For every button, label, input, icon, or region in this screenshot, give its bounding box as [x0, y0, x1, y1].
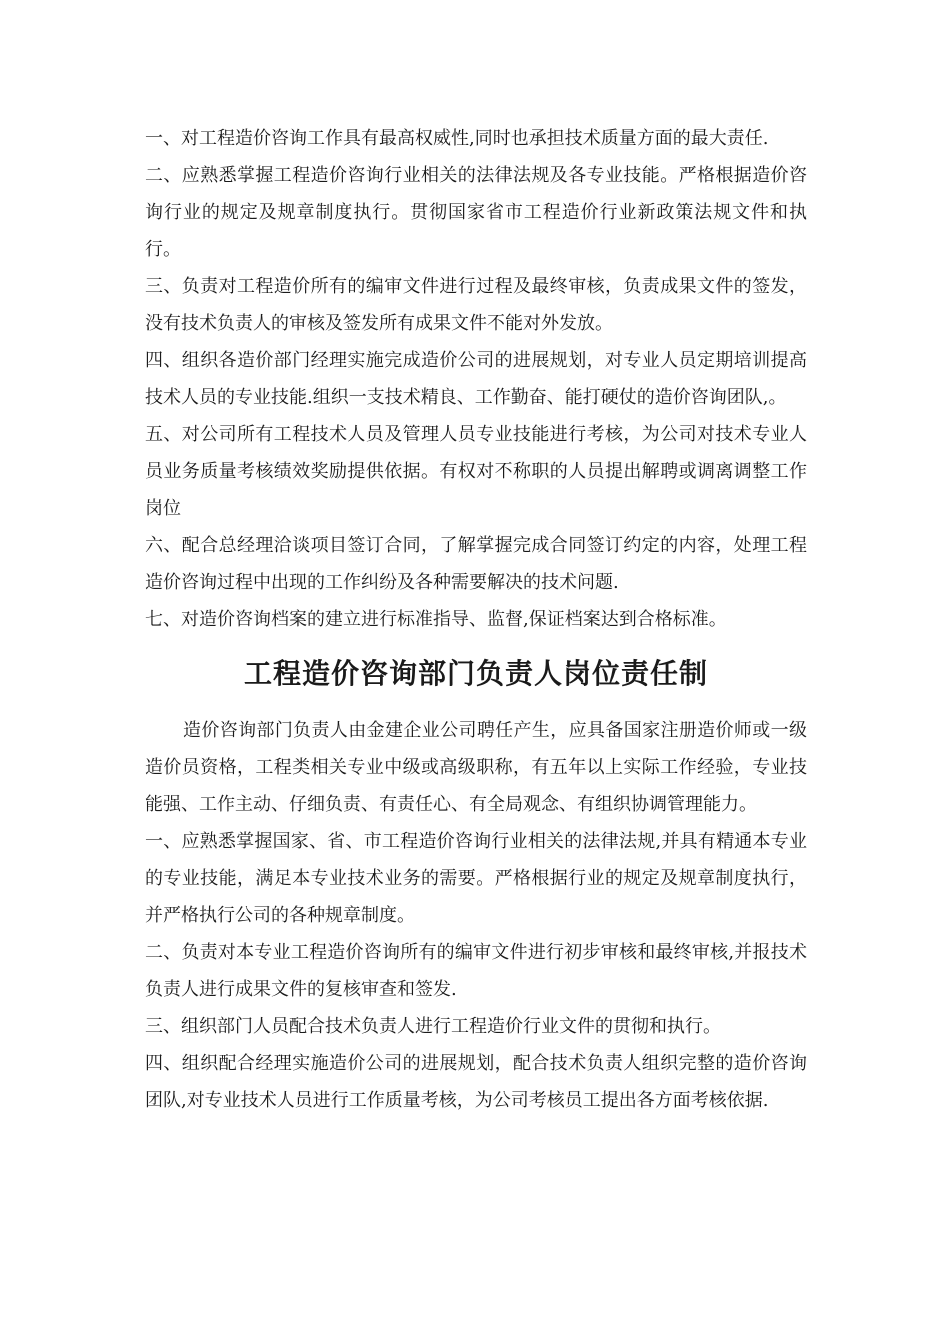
section-technical-lead-duties — [145, 120, 807, 638]
head-duty-item-1: 一、应熟悉掌握国家、省、市工程造价咨询行业相关的法律法规,并具有精通本专业的专业技能，满足本专业技术业务的需要。严格根据行业的规定及规章制度执行，并严格执行公司的各种规章制度。 — [145, 831, 807, 926]
duty-item-4: 四、组织各造价部门经理实施完成造价公司的进展规划，对专业人员定期培训提高技术人员的专业技能.组织一支技术精良、工作勤奋、能打硬仗的造价咨询团队,。 — [145, 350, 807, 408]
head-duty-item-2: 二、负责对本专业工程造价咨询所有的编审文件进行初步审核和最终审核,并报技术负责人进行成果文件的复核审查和签发. — [145, 942, 807, 1000]
duty-item-5: 五、对公司所有工程技术人员及管理人员专业技能进行考核，为公司对技术专业人员业务质量考核绩效奖励提供依据。有权对不称职的人员提出解聘或调离调整工作岗位 — [145, 424, 807, 519]
duty-item-2: 二、应熟悉掌握工程造价咨询行业相关的法律法规及各专业技能。严格根据造价咨询行业的规定及规章制度执行。贯彻国家省市工程造价行业新政策法规文件和执行。 — [145, 165, 807, 260]
duty-item-3: 三、负责对工程造价所有的编审文件进行过程及最终审核，负责成果文件的签发，没有技术负责人的审核及签发所有成果文件不能对外发放。 — [145, 276, 807, 334]
section-department-head-duties — [145, 712, 807, 1119]
intro-paragraph: 造价咨询部门负责人由金建企业公司聘任产生，应具备国家注册造价师或一级造价员资格，工程类相关专业中级或高级职称，有五年以上实际工作经验，专业技能强、工作主动、仔细负责、有责任心、有全局观念、有组织协调管理能力。 — [145, 720, 807, 815]
duty-item-1: 一、对工程造价咨询工作具有最高权威性,同时也承担技术质量方面的最大责任. — [145, 128, 769, 149]
section-title: 工程造价咨询部门负责人岗位责任制 — [243, 657, 708, 690]
duty-item-7: 七、对造价咨询档案的建立进行标准指导、监督,保证档案达到合格标准。 — [145, 609, 727, 630]
document-page — [145, 120, 807, 1119]
duty-item-6: 六、配合总经理洽谈项目签订合同，了解掌握完成合同签订约定的内容，处理工程造价咨询过程中出现的工作纠纷及各种需要解决的技术问题. — [145, 535, 807, 593]
head-duty-item-4: 四、组织配合经理实施造价公司的进展规划，配合技术负责人组织完整的造价咨询团队,对专业技术人员进行工作质量考核，为公司考核员工提出各方面考核依据. — [145, 1053, 807, 1111]
head-duty-item-3: 三、组织部门人员配合技术负责人进行工程造价行业文件的贯彻和执行。 — [145, 1016, 721, 1037]
